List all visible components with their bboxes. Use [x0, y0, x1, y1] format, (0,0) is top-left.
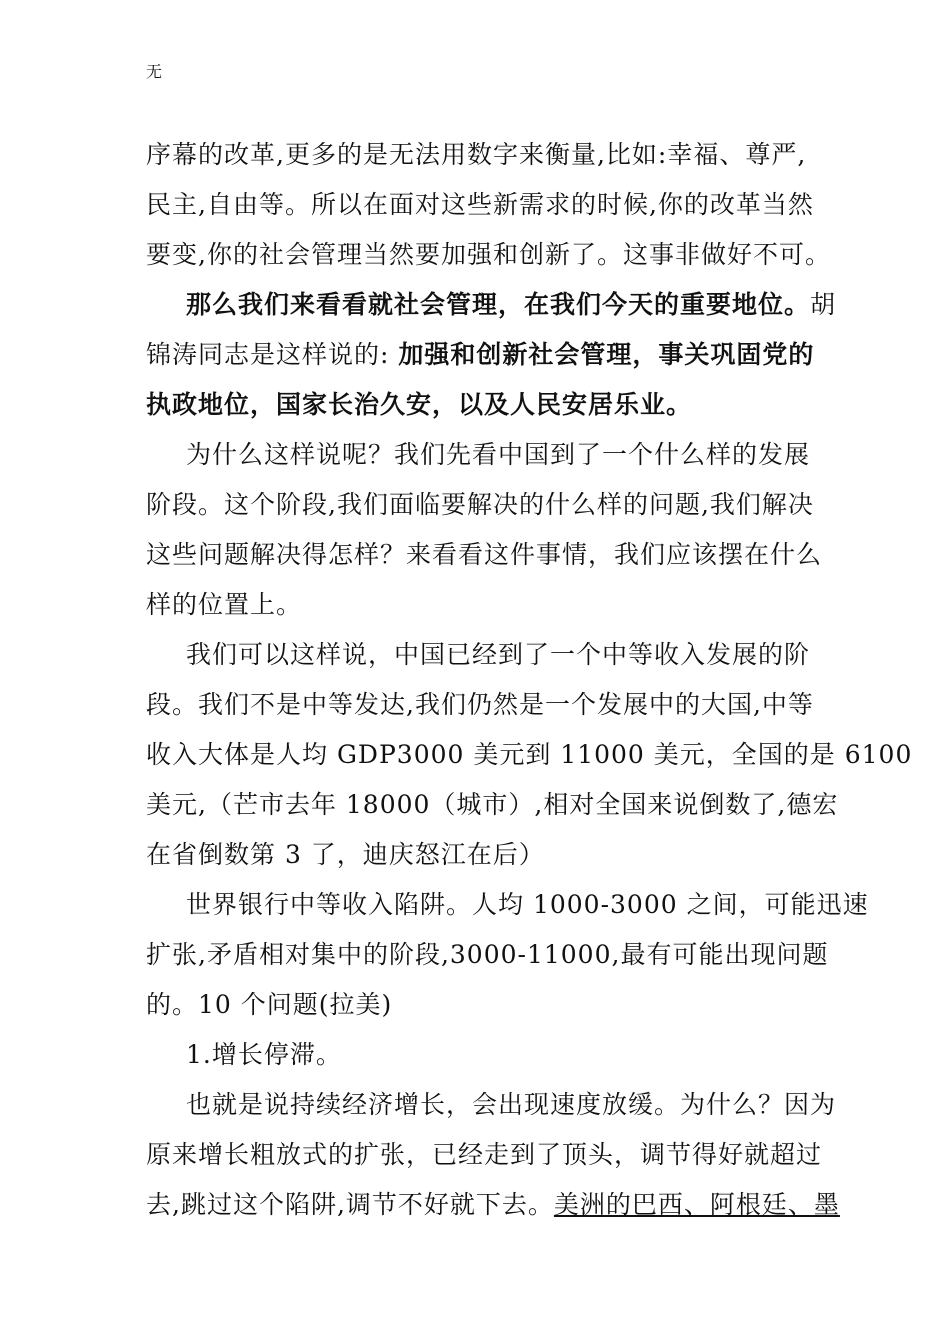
- text-segment: 我们可以这样说，中国已经到了一个中等收入发展的阶: [186, 640, 811, 669]
- text-segment: 去,跳过这个陷阱,调节不好就下去。: [146, 1190, 554, 1219]
- text-segment: 美元,（芒市去年 18000（城市）,相对全国来说倒数了,德宏: [146, 790, 839, 819]
- text-segment: 扩张,矛盾相对集中的阶段,3000-11000,最有可能出现问题: [146, 940, 829, 969]
- text-segment: 样的位置上。: [146, 590, 303, 619]
- text-line: [146, 380, 808, 430]
- document-body: [146, 130, 913, 1230]
- text-segment: 民主,自由等。所以在面对这些新需求的时候,你的改革当然: [146, 190, 814, 219]
- text-line: [146, 930, 829, 980]
- page-header: 无: [146, 62, 163, 81]
- text-segment: 在省倒数第 3 了，迪庆怒江在后）: [146, 840, 545, 869]
- text-line: [146, 180, 814, 230]
- text-line: [146, 1130, 823, 1180]
- text-line: [146, 630, 811, 680]
- text-line: [146, 480, 814, 530]
- bold-text: 执政地位，国家长治久安，以及人民安居乐业。: [146, 390, 693, 419]
- text-segment: 这些问题解决得怎样？来看看这件事情，我们应该摆在什么: [146, 540, 823, 569]
- text-segment: 的。10 个问题(拉美): [146, 990, 393, 1019]
- text-segment: 收入大体是人均 GDP3000 美元到 11000 美元，全国的是 6100: [146, 740, 913, 769]
- text-line: [146, 680, 814, 730]
- text-line: [146, 430, 811, 480]
- text-line: [146, 1030, 808, 1080]
- text-segment: 1.增长停滞。: [186, 1040, 342, 1069]
- text-line: [146, 1080, 837, 1130]
- text-segment: 世界银行中等收入陷阱。人均 1000-3000 之间，可能迅速: [186, 890, 869, 919]
- text-line: [146, 280, 837, 330]
- text-segment: 也就是说持续经济增长，会出现速度放缓。为什么？因为: [186, 1090, 837, 1119]
- text-line: [146, 1180, 840, 1230]
- bold-text: 那么我们来看看就社会管理，在我们今天的重要地位。: [186, 290, 811, 319]
- text-line: [146, 980, 808, 1030]
- text-line: [146, 730, 913, 780]
- text-line: [146, 580, 808, 630]
- text-line: [146, 780, 839, 830]
- text-segment: 阶段。这个阶段,我们面临要解决的什么样的问题,我们解决: [146, 490, 814, 519]
- text-line: [146, 530, 823, 580]
- text-segment: 段。我们不是中等发达,我们仍然是一个发展中的大国,中等: [146, 690, 814, 719]
- text-line: [146, 330, 815, 380]
- text-segment: 锦涛同志是这样说的:: [146, 340, 399, 369]
- text-line: [146, 880, 869, 930]
- text-segment: 要变,你的社会管理当然要加强和创新了。这事非做好不可。: [146, 240, 831, 269]
- text-segment: 原来增长粗放式的扩张，已经走到了顶头，调节得好就超过: [146, 1140, 823, 1169]
- bold-text: 加强和创新社会管理，事关巩固党的: [398, 340, 815, 369]
- underlined-text: 美洲的巴西、阿根廷、墨: [553, 1190, 840, 1219]
- text-segment: 胡: [810, 290, 837, 319]
- text-line: [146, 230, 831, 280]
- text-segment: 为什么这样说呢？我们先看中国到了一个什么样的发展: [186, 440, 811, 469]
- text-line: [146, 130, 808, 180]
- text-segment: 序幕的改革,更多的是无法用数字来衡量,比如:幸福、尊严,: [146, 140, 807, 169]
- text-line: [146, 830, 808, 880]
